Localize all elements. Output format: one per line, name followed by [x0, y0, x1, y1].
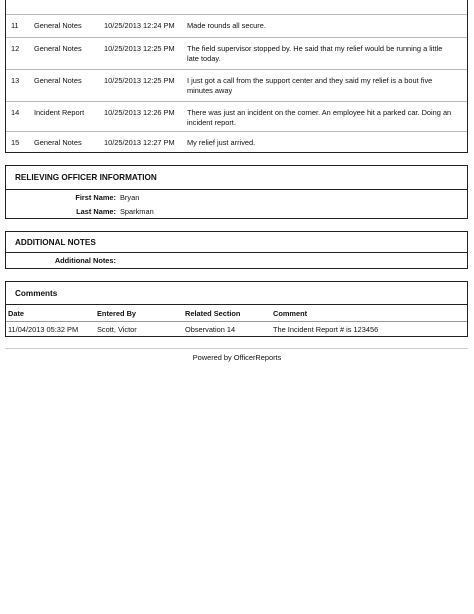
observation-description: My relief just arrived. [187, 138, 256, 147]
observation-number: 12 [11, 44, 20, 53]
column-header-comment: Comment [273, 309, 308, 318]
observation-row [6, 131, 467, 154]
column-header-date: Date [8, 309, 25, 318]
observation-description: Made rounds all secure. [187, 21, 266, 30]
observation-type: General Notes [34, 76, 82, 85]
footer-powered-by: Powered by OfficerReports [192, 353, 282, 362]
first-name-value: Bryan [120, 193, 140, 202]
section-title: RELIEVING OFFICER INFORMATION [15, 173, 157, 182]
observation-time: 10/25/2013 12:25 PM [104, 44, 175, 53]
observation-description: There was just an incident on the corner. An employee hit a parked car. Doing an incident report. [187, 108, 452, 127]
observation-number: 11 [11, 21, 19, 30]
comment-entered-by: Scott, Victor [97, 325, 137, 334]
section-title: ADDITIONAL NOTES [15, 238, 96, 247]
additional-notes-label: Additional Notes: [54, 256, 116, 265]
observation-time: 10/25/2013 12:26 PM [104, 108, 175, 117]
observation-description: I just got a call from the support center and they said my relief is a bout five minutes away [187, 76, 433, 95]
comments-section [5, 281, 468, 337]
observation-time: 10/25/2013 12:25 PM [104, 76, 175, 85]
observation-description: The field supervisor stopped by. He said that my relief would be running a little late today. [187, 44, 443, 63]
last-name-value: Sparkman [120, 207, 154, 216]
column-header-entered-by: Entered By [97, 309, 137, 318]
first-name-label: First Name: [75, 193, 116, 202]
comment-date: 11/04/2013 05:32 PM [8, 325, 79, 334]
observation-row [6, 69, 467, 102]
relieving-officer-section [5, 165, 468, 219]
divider [6, 252, 467, 253]
observation-number: 15 [11, 138, 20, 147]
observation-type: General Notes [34, 21, 82, 30]
footer-divider [5, 348, 468, 349]
observation-row [6, 101, 467, 132]
observation-row [6, 14, 467, 38]
observation-type: Incident Report [34, 108, 85, 117]
observation-type: General Notes [34, 138, 82, 147]
additional-notes-section [5, 231, 468, 269]
column-header-related-section: Related Section [185, 309, 241, 318]
comment-text: The Incident Report # is 123456 [273, 325, 379, 334]
comment-related-section: Observation 14 [185, 325, 236, 334]
comments-table [6, 304, 467, 338]
observation-number: 13 [11, 76, 20, 85]
observations-table [5, 0, 468, 153]
divider [6, 189, 467, 190]
section-title: Comments [15, 289, 58, 298]
observation-time: 10/25/2013 12:24 PM [104, 21, 175, 30]
observation-number: 14 [11, 108, 20, 117]
last-name-label: Last Name: [76, 207, 116, 216]
observation-type: General Notes [34, 44, 82, 53]
observation-time: 10/25/2013 12:27 PM [104, 138, 175, 147]
observation-row [6, 37, 467, 70]
divider [6, 321, 467, 322]
